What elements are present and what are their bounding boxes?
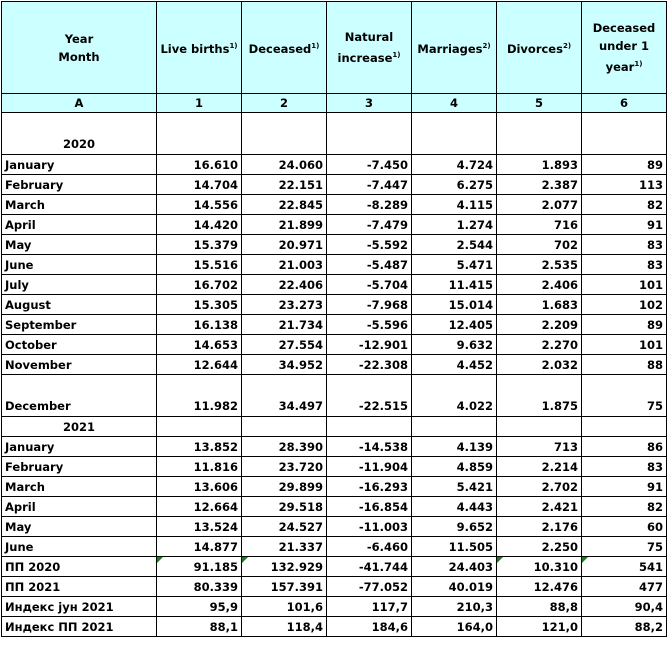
footnote-marker: 1) (311, 42, 320, 51)
value-cell: 2.250 (497, 537, 582, 557)
value-cell: 117,7 (327, 597, 412, 617)
table-row (2, 335, 667, 355)
value-cell: 15.379 (157, 235, 242, 255)
value-cell: 75 (582, 375, 667, 417)
table-row (2, 315, 667, 335)
table-row (2, 477, 667, 497)
value-cell: 11.415 (412, 275, 497, 295)
row-label: October (2, 335, 157, 355)
empty-cell (497, 417, 582, 437)
year-row-2020 (2, 113, 667, 155)
value-cell: 88 (582, 355, 667, 375)
row-label: January (2, 437, 157, 457)
value-cell: 91.185 (157, 557, 242, 577)
value-cell: -11.003 (327, 517, 412, 537)
value-cell: -7.968 (327, 295, 412, 315)
table-row (2, 497, 667, 517)
value-cell: 13.524 (157, 517, 242, 537)
value-cell: 4.115 (412, 195, 497, 215)
value-cell: 23.720 (242, 457, 327, 477)
value-cell: 702 (497, 235, 582, 255)
value-cell: 22.845 (242, 195, 327, 215)
table-row (2, 437, 667, 457)
value-cell: 60 (582, 517, 667, 537)
header-deceased-under-1 (582, 2, 667, 94)
value-cell: 90,4 (582, 597, 667, 617)
row-label: Индекс јун 2021 (2, 597, 157, 617)
value-cell: 12.664 (157, 497, 242, 517)
value-cell: 121,0 (497, 617, 582, 637)
row-label: April (2, 215, 157, 235)
value-cell: 541 (582, 557, 667, 577)
value-cell: -6.460 (327, 537, 412, 557)
value-cell: 2.032 (497, 355, 582, 375)
header-deceased-u1-line1: Deceased (592, 21, 656, 36)
value-cell: 1.683 (497, 295, 582, 315)
footnote-marker: 1) (634, 60, 643, 69)
row-label: January (2, 155, 157, 175)
table-row (2, 175, 667, 195)
value-cell: 2.209 (497, 315, 582, 335)
value-cell: 13.606 (157, 477, 242, 497)
value-cell: 40.019 (412, 577, 497, 597)
index-cell: 6 (582, 94, 667, 113)
value-cell: -7.447 (327, 175, 412, 195)
value-cell: 22.151 (242, 175, 327, 195)
row-label: ПП 2020 (2, 557, 157, 577)
value-cell: 27.554 (242, 335, 327, 355)
value-cell: 2.406 (497, 275, 582, 295)
header-natural-label: Natural (344, 30, 394, 45)
value-cell: 2.421 (497, 497, 582, 517)
index-cell: 2 (242, 94, 327, 113)
value-cell: 2.387 (497, 175, 582, 195)
value-cell: 9.632 (412, 335, 497, 355)
value-cell: -5.592 (327, 235, 412, 255)
value-cell: 2.077 (497, 195, 582, 215)
index-cell: A (2, 94, 157, 113)
value-cell: 89 (582, 155, 667, 175)
table-body (2, 113, 667, 637)
row-label: December (2, 375, 157, 417)
empty-cell (327, 417, 412, 437)
value-cell: 29.518 (242, 497, 327, 517)
header-deceased (242, 2, 327, 94)
year-label: 2021 (2, 417, 157, 437)
footnote-marker: 1) (392, 51, 401, 60)
value-cell: 4.443 (412, 497, 497, 517)
empty-cell (412, 417, 497, 437)
value-cell: -7.479 (327, 215, 412, 235)
value-cell: 4.724 (412, 155, 497, 175)
footnote-marker: 1) (229, 42, 238, 51)
value-cell: 157.391 (242, 577, 327, 597)
value-cell: 89 (582, 315, 667, 335)
value-cell: 88,2 (582, 617, 667, 637)
row-label: November (2, 355, 157, 375)
table-row (2, 557, 667, 577)
value-cell: 12.476 (497, 577, 582, 597)
header-live-births-label: Live births (160, 41, 230, 56)
value-cell: 9.652 (412, 517, 497, 537)
value-cell: 16.610 (157, 155, 242, 175)
value-cell: 118,4 (242, 617, 327, 637)
value-cell: 88,1 (157, 617, 242, 637)
empty-cell (242, 417, 327, 437)
row-label: Индекс ПП 2021 (2, 617, 157, 637)
value-cell: 101,6 (242, 597, 327, 617)
value-cell: 14.420 (157, 215, 242, 235)
value-cell: -14.538 (327, 437, 412, 457)
value-cell: 2.544 (412, 235, 497, 255)
value-cell: 14.704 (157, 175, 242, 195)
value-cell: 80.339 (157, 577, 242, 597)
row-label: ПП 2021 (2, 577, 157, 597)
empty-cell (157, 417, 242, 437)
value-cell: 22.406 (242, 275, 327, 295)
value-cell: 5.421 (412, 477, 497, 497)
value-cell: 716 (497, 215, 582, 235)
value-cell: 14.653 (157, 335, 242, 355)
value-cell: 6.275 (412, 175, 497, 195)
row-label: April (2, 497, 157, 517)
empty-cell (412, 113, 497, 155)
value-cell: 21.003 (242, 255, 327, 275)
year-label: 2020 (2, 113, 157, 155)
value-cell: -7.450 (327, 155, 412, 175)
header-increase-label: increase (337, 50, 393, 65)
value-cell: 2.702 (497, 477, 582, 497)
table-row (2, 597, 667, 617)
row-label: May (2, 235, 157, 255)
index-cell: 1 (157, 94, 242, 113)
value-cell: 5.471 (412, 255, 497, 275)
value-cell: 210,3 (412, 597, 497, 617)
value-cell: 24.060 (242, 155, 327, 175)
value-cell: 164,0 (412, 617, 497, 637)
value-cell: 14.556 (157, 195, 242, 215)
header-marriages (412, 2, 497, 94)
value-cell: 2.214 (497, 457, 582, 477)
value-cell: 11.816 (157, 457, 242, 477)
empty-cell (582, 417, 667, 437)
header-deceased-u1-line2: under 1 (598, 39, 650, 54)
value-cell: -12.901 (327, 335, 412, 355)
table-row (2, 295, 667, 315)
value-cell: 1.893 (497, 155, 582, 175)
value-cell: 477 (582, 577, 667, 597)
table-row (2, 617, 667, 637)
value-cell: 21.337 (242, 537, 327, 557)
header-natural-increase (327, 2, 412, 94)
empty-cell (242, 113, 327, 155)
row-label: February (2, 175, 157, 195)
value-cell: -11.904 (327, 457, 412, 477)
value-cell: 4.022 (412, 375, 497, 417)
value-cell: 1.875 (497, 375, 582, 417)
value-cell: 83 (582, 235, 667, 255)
empty-cell (157, 113, 242, 155)
row-label: September (2, 315, 157, 335)
table-row (2, 255, 667, 275)
index-cell: 4 (412, 94, 497, 113)
value-cell: -77.052 (327, 577, 412, 597)
value-cell: -22.308 (327, 355, 412, 375)
value-cell: 34.497 (242, 375, 327, 417)
table-row (2, 215, 667, 235)
value-cell: 24.527 (242, 517, 327, 537)
value-cell: -16.854 (327, 497, 412, 517)
value-cell: 82 (582, 497, 667, 517)
index-cell: 5 (497, 94, 582, 113)
value-cell: 101 (582, 335, 667, 355)
value-cell: 88,8 (497, 597, 582, 617)
value-cell: 10.310 (497, 557, 582, 577)
value-cell: -41.744 (327, 557, 412, 577)
value-cell: -5.596 (327, 315, 412, 335)
value-cell: 4.139 (412, 437, 497, 457)
value-cell: 184,6 (327, 617, 412, 637)
value-cell: 29.899 (242, 477, 327, 497)
table-row (2, 235, 667, 255)
value-cell: 23.273 (242, 295, 327, 315)
value-cell: 20.971 (242, 235, 327, 255)
value-cell: 28.390 (242, 437, 327, 457)
table-row (2, 517, 667, 537)
value-cell: 21.734 (242, 315, 327, 335)
value-cell: 83 (582, 457, 667, 477)
value-cell: -22.515 (327, 375, 412, 417)
header-year-month (2, 2, 157, 94)
header-deceased-label: Deceased (248, 41, 312, 56)
table-row (2, 155, 667, 175)
value-cell: 11.505 (412, 537, 497, 557)
table-row (2, 275, 667, 295)
value-cell: 86 (582, 437, 667, 457)
empty-cell (327, 113, 412, 155)
value-cell: 75 (582, 537, 667, 557)
row-label: May (2, 517, 157, 537)
value-cell: -5.704 (327, 275, 412, 295)
value-cell: 24.403 (412, 557, 497, 577)
value-cell: 713 (497, 437, 582, 457)
value-cell: 2.535 (497, 255, 582, 275)
value-cell: 14.877 (157, 537, 242, 557)
row-label: June (2, 537, 157, 557)
statistics-table (1, 1, 667, 637)
footnote-marker: 2) (562, 42, 572, 51)
value-cell: 34.952 (242, 355, 327, 375)
value-cell: 16.138 (157, 315, 242, 335)
value-cell: 21.899 (242, 215, 327, 235)
header-year: Year (64, 31, 94, 46)
value-cell: 91 (582, 477, 667, 497)
value-cell: 102 (582, 295, 667, 315)
row-label: February (2, 457, 157, 477)
value-cell: -16.293 (327, 477, 412, 497)
row-label: March (2, 477, 157, 497)
value-cell: 4.859 (412, 457, 497, 477)
value-cell: 4.452 (412, 355, 497, 375)
value-cell: -5.487 (327, 255, 412, 275)
value-cell: 15.014 (412, 295, 497, 315)
value-cell: 1.274 (412, 215, 497, 235)
header-month: Month (58, 49, 100, 64)
row-label: August (2, 295, 157, 315)
header-live-births (157, 2, 242, 94)
row-label: June (2, 255, 157, 275)
value-cell: 11.982 (157, 375, 242, 417)
value-cell: 101 (582, 275, 667, 295)
footnote-marker: 2) (482, 42, 491, 51)
header-divorces-label: Divorces (506, 41, 563, 56)
value-cell: 16.702 (157, 275, 242, 295)
index-cell: 3 (327, 94, 412, 113)
value-cell: 12.405 (412, 315, 497, 335)
value-cell: 15.516 (157, 255, 242, 275)
value-cell: 91 (582, 215, 667, 235)
row-label: March (2, 195, 157, 215)
table-row (2, 537, 667, 557)
table-row (2, 195, 667, 215)
value-cell: 2.270 (497, 335, 582, 355)
row-label: July (2, 275, 157, 295)
value-cell: 82 (582, 195, 667, 215)
value-cell: 95,9 (157, 597, 242, 617)
value-cell: 83 (582, 255, 667, 275)
table-row (2, 375, 667, 417)
empty-cell (582, 113, 667, 155)
value-cell: 2.176 (497, 517, 582, 537)
value-cell: 13.852 (157, 437, 242, 457)
empty-cell (497, 113, 582, 155)
table-row (2, 577, 667, 597)
table-row (2, 355, 667, 375)
header-marriages-label: Marriages (417, 41, 483, 56)
value-cell: 113 (582, 175, 667, 195)
value-cell: -8.289 (327, 195, 412, 215)
header-divorces (497, 2, 582, 94)
table-row (2, 457, 667, 477)
year-row-2021 (2, 417, 667, 437)
value-cell: 132.929 (242, 557, 327, 577)
value-cell: 15.305 (157, 295, 242, 315)
value-cell: 12.644 (157, 355, 242, 375)
header-deceased-u1-line3: year (605, 59, 635, 74)
